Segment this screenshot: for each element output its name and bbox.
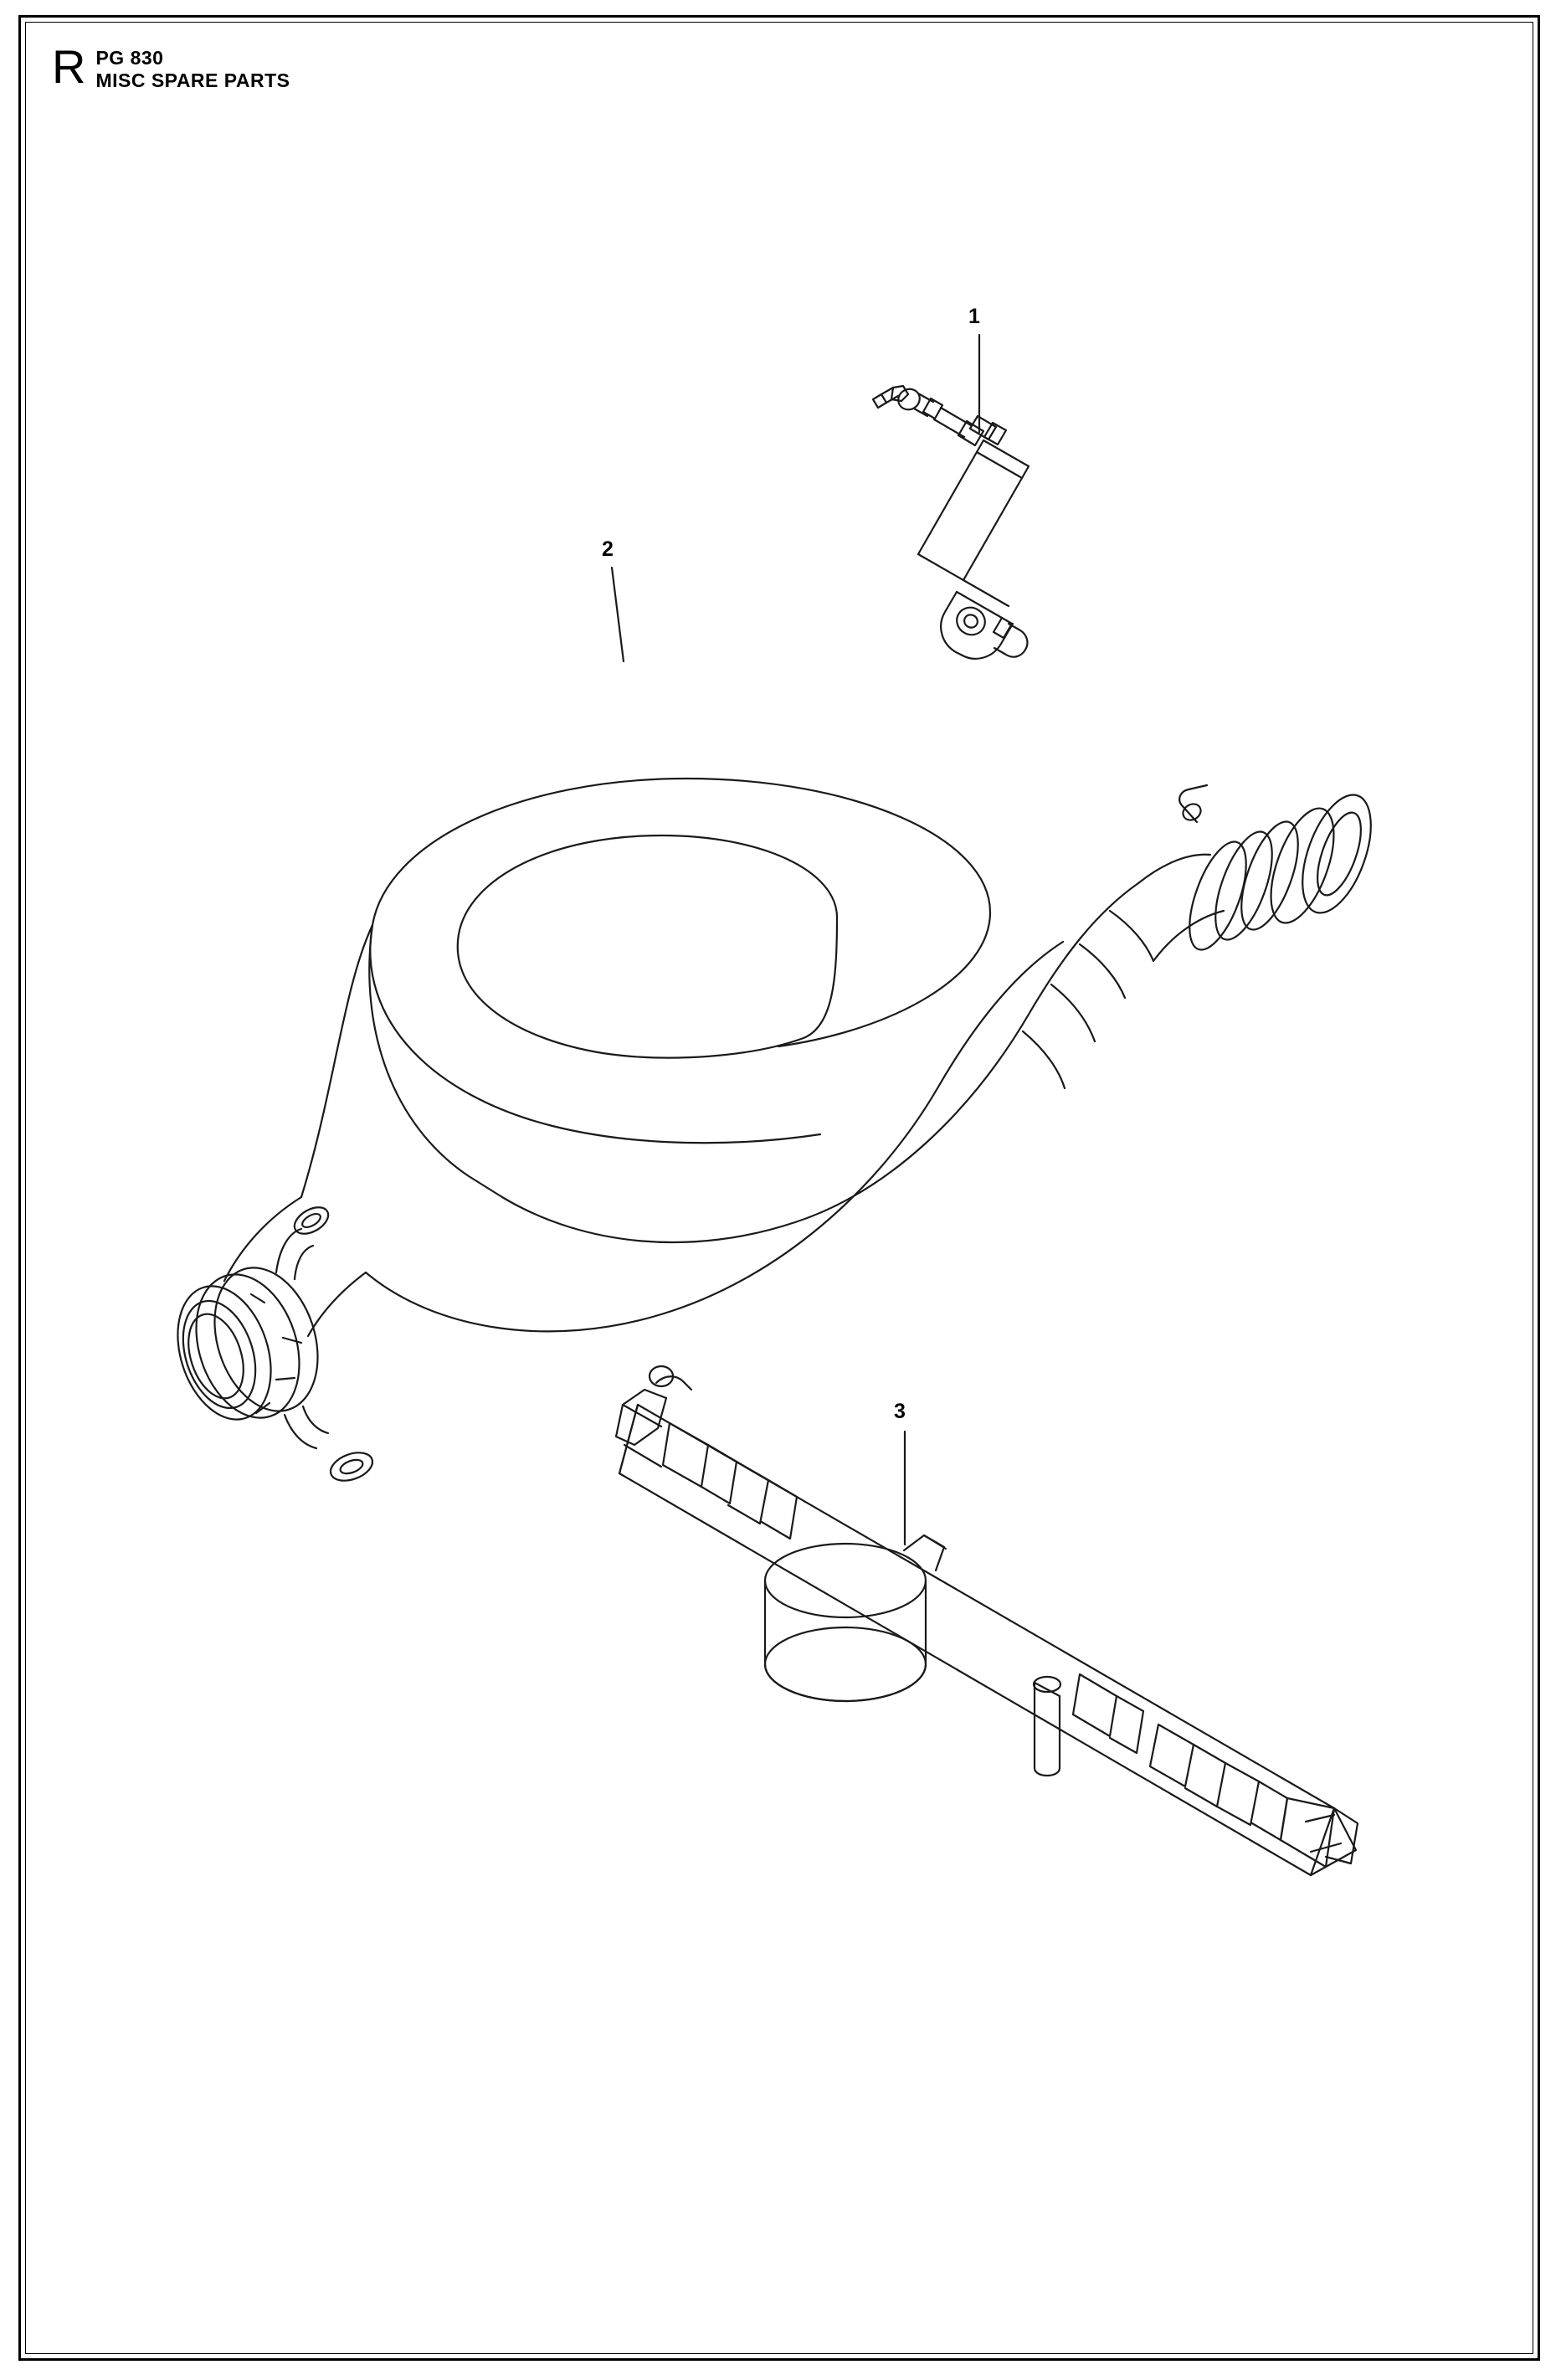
callout-label-3: 3: [894, 1400, 906, 1423]
page-title-subtitle: MISC SPARE PARTS: [95, 69, 290, 91]
title-block: [95, 39, 290, 92]
callout-label-2: 2: [602, 537, 614, 561]
callout-label-1: 1: [968, 305, 980, 328]
page-title-model: PG 830: [95, 47, 164, 69]
page-border-inner: [25, 22, 1533, 2354]
section-letter: R: [52, 40, 86, 93]
page-header: [52, 39, 290, 92]
